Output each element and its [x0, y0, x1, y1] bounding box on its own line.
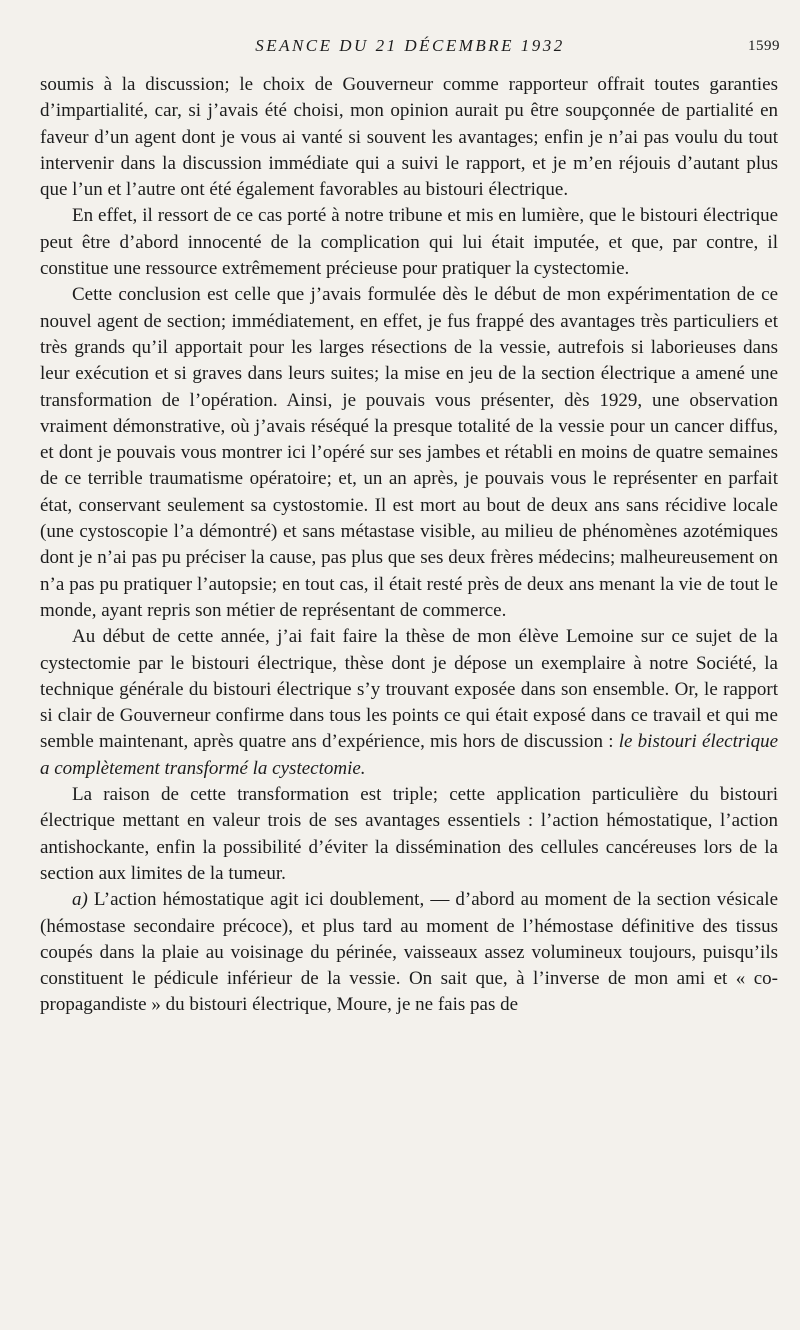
paragraph-text: soumis à la discussion; le choix de Gouverneur comme rapporteur offrait toutes garanties d’impartialité, car, si j’avais été choisi, mon opinion aurait pu être soupçonnée de partialité en faveur d’un agent dont je vous ai vanté si souvent les avantages; enfin je n’ai pas voulu du tout intervenir dans la discussion immédiate qui a suivi le rapport, et je m’en réjouis d’autant plus que l’un et l’autre ont été également favorables au bistouri électrique. [40, 74, 778, 201]
running-title: SEANCE DU 21 DÉCEMBRE 1932 [255, 36, 565, 55]
paragraph-text: En effet, il ressort de ce cas porté à notre tribune et mis en lumière, que le bistouri électrique peut être d’abord innocenté de la complication qui lui était imputée, et que, par contre, il constitue une ressource extrêmement précieuse pour pratiquer la cystectomie. [40, 205, 778, 280]
paragraph-text: L’action hémostatique agit ici doublement, — d’abord au moment de la section vésicale (hémostase secondaire précoce), et plus tard au moment de l’hémostase définitive des tissus coupés dans la plaie au voisinage du périnée, vaisseaux assez volumineux toujours, puisqu’ils constituent le pédicule inférieur de la vessie. On sait que, à l’inverse de mon ami et « co-propagandiste » du bistouri électrique, Moure, je ne fais pas de [40, 889, 778, 1016]
paragraph-continuation [40, 72, 778, 203]
paragraph-text: La raison de cette transformation est triple; cette application particulière du bistouri électrique mettant en valeur trois de ses avantages essentiels : l’action hémostatique, l’action antishockante, enfin la possibilité d’éviter la dissémination des cellules cancéreuses lors de la section aux limites de la tumeur. [40, 784, 778, 884]
running-head [40, 36, 780, 60]
paragraph-text: Au début de cette année, j’ai fait faire la thèse de mon élève Lemoine sur ce sujet de la cystectomie par le bistouri électrique, thèse dont je dépose un exemplaire à notre Société, la technique générale du bistouri électrique s’y trouvant exposée dans son ensemble. Or, le rapport si clair de Gouverneur confirme dans tous les points ce qui était exposé dans ce travail et qui me semble maintenant, après quatre ans d’expérience, mis hors de discussion : [40, 626, 778, 753]
italic-conclusion: le bistouri électrique a complètement transformé la cystectomie. [40, 731, 778, 779]
paragraph [40, 782, 778, 887]
list-marker: a) [72, 889, 88, 911]
paragraph-text: Cette conclusion est celle que j’avais formulée dès le début de mon expérimentation de ce nouvel agent de section; immédiatement, en effet, je fus frappé des avantages très particuliers et très grands qu’il apportait pour les larges résections de la vessie, autrefois si laborieuses dans leur exécution et si graves dans leurs suites; la mise en jeu de la section électrique a amené une transformation de l’opération. Ainsi, je pouvais vous présenter, dès 1929, une observation vraiment démonstrative, où j’avais réséqué la presque totalité de la vessie pour un cancer diffus, et dont je pouvais vous montrer ici l’opéré sur ses jambes et rétabli en moins de quatre semaines de ce terrible traumatisme opératoire; et, un an après, je pouvais vous le représenter en parfait état, conservant seulement sa cystostomie. Il est mort au bout de deux ans sans récidive locale (une cystoscopie l’a démontré) et sans métastase visible, au milieu de phénomènes azotémiques dont je n’ai pas pu préciser la cause, pas plus que ses deux frères médecins; malheureusement on n’a pas pu pratiquer l’autopsie; en tout cas, il était resté près de deux ans menant la vie de tout le monde, ayant repris son métier de représentant de commerce. [40, 284, 778, 621]
paragraph [40, 887, 778, 1018]
page-number: 1599 [748, 38, 780, 54]
paragraph [40, 624, 778, 782]
paragraph [40, 203, 778, 282]
body-text [40, 72, 778, 1019]
paragraph [40, 282, 778, 624]
